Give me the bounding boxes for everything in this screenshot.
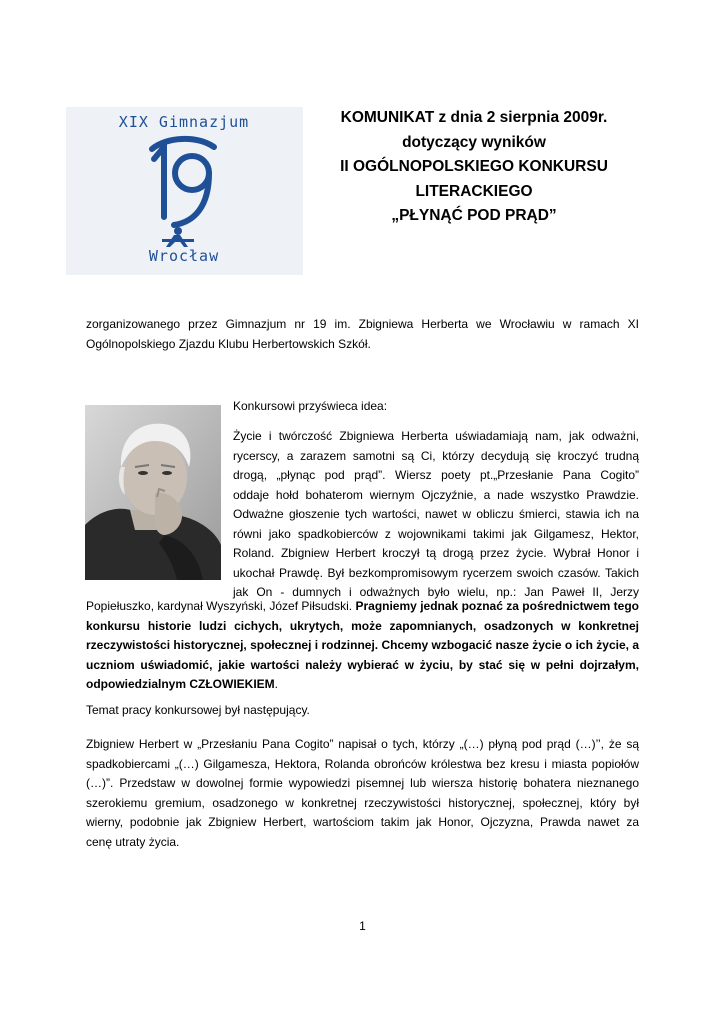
- page-number: 1: [359, 919, 366, 933]
- school-logo-graphic: [66, 107, 303, 275]
- logo-bottom-text: Wrocław: [148, 247, 220, 265]
- intro-line: Ogólnopolskiego Zjazdu Klubu Herbertowskich Szkół.: [86, 336, 371, 351]
- idea-line: [86, 597, 639, 617]
- idea-line: drogą, „płynąc pod prąd”. Wiersz poety pt.„Przesłanie Pana Cogito”: [233, 468, 639, 482]
- idea-line: Odważne głoszenie tych wartości, nawet w obliczu śmierci, stawia ich na: [233, 507, 639, 521]
- school-logo: [66, 107, 303, 275]
- idea-line: równi jako spadkobierców z wojownikami takimi jak Gilgamesz, Hektor,: [233, 526, 639, 541]
- idea-line-bold: rzeczywistości historycznej, społecznej i rodzinnej. Chcemy wzbogacić nasze życie o ich życie, a: [86, 638, 639, 652]
- idea-text-plain: .: [274, 677, 279, 691]
- logo-top-text: XIX Gimnazjum: [118, 113, 250, 131]
- idea-line: [86, 675, 639, 695]
- title-line: dotyczący wyników: [402, 133, 546, 151]
- topic-intro: Temat pracy konkursowej był następujący.: [86, 703, 310, 717]
- topic-line: cenę utraty życia.: [86, 834, 180, 849]
- idea-line: Roland. Zbigniew Herbert kroczył tą drogą przez życie. Wybrał Honor i: [233, 546, 639, 560]
- intro-line: zorganizowanego przez Gimnazjum nr 19 im. Zbigniewa Herberta we Wrocławiu w ramach XI: [86, 317, 639, 331]
- topic-line: (…)”. Przedstaw w dowolnej formie wypowiedzi pisemnej lub wiersza historię bohatera nieznanego: [86, 776, 639, 790]
- idea-line: Życie i twórczość Zbigniewa Herberta uświadamiają nam, jak odważni,: [233, 429, 639, 443]
- idea-line: ukochał Prawdę. Był bezkompromisowym rycerzem swoich czasów. Takich: [233, 565, 639, 580]
- document-title: [303, 106, 645, 229]
- topic-paragraph: [86, 735, 639, 852]
- idea-paragraph-bottom: [86, 597, 639, 695]
- idea-label: Konkursowi przyświeca idea:: [233, 399, 388, 413]
- portrait-image: [85, 405, 221, 580]
- idea-text-plain: Popiełuszko, kardynał Wyszyński, Józef Piłsudski.: [86, 599, 356, 613]
- idea-line-bold: uczniom uświadomić, jakie wartości należy wybierać w życiu, by stać się w pełni dojrzałym,: [86, 657, 639, 672]
- topic-line: wierny, podobnie jak Zbigniew Herbert, wartościom takim jak Honor, Ojczyzna, Prawda nawet za: [86, 815, 639, 829]
- idea-line: oddaje hołd bohaterom wiernym Ojczyźnie, a nade wszystko Prawdzie.: [233, 487, 639, 502]
- title-line: LITERACKIEGO: [415, 182, 533, 200]
- idea-paragraph-top: [233, 427, 639, 603]
- portrait-photo: [85, 405, 221, 580]
- idea-line: jak On - dumnych i odważnych było wielu, np.: Jan Paweł II, Jerzy: [233, 585, 639, 599]
- topic-line: spadkobiercami „(…) Gilgamesza, Hektora, Rolanda obrońców królestwa bez kresu i miasta popiołów: [86, 756, 639, 771]
- topic-line: Zbigniew Herbert w „Przesłaniu Pana Cogito” napisał o tych, którzy „(…) płyną pod prąd (…)’’, że są: [86, 737, 639, 751]
- idea-line: rycerscy, a zarazem samotni są Ci, którzy decydują się kroczyć trudną: [233, 448, 639, 463]
- idea-text-bold: Pragniemy jednak poznać za pośrednictwem tego: [355, 599, 640, 613]
- idea-text-bold: odpowiedzialnym CZŁOWIEKIEM: [86, 677, 275, 691]
- title-line: KOMUNIKAT z dnia 2 sierpnia 2009r.: [340, 109, 608, 126]
- topic-line: szerokiemu gremium, osadzonego w konkretnej rzeczywistości historycznej, społecznej, który był: [86, 795, 639, 810]
- idea-line-bold: konkursu historie ludzi cichych, ukrytych, może zapomnianych, osadzonych w konkretnej: [86, 618, 639, 633]
- title-line: „PŁYNĄĆ POD PRĄD”: [391, 207, 557, 224]
- title-line: II OGÓLNOPOLSKIEGO KONKURSU: [340, 158, 608, 175]
- intro-paragraph: [86, 315, 639, 354]
